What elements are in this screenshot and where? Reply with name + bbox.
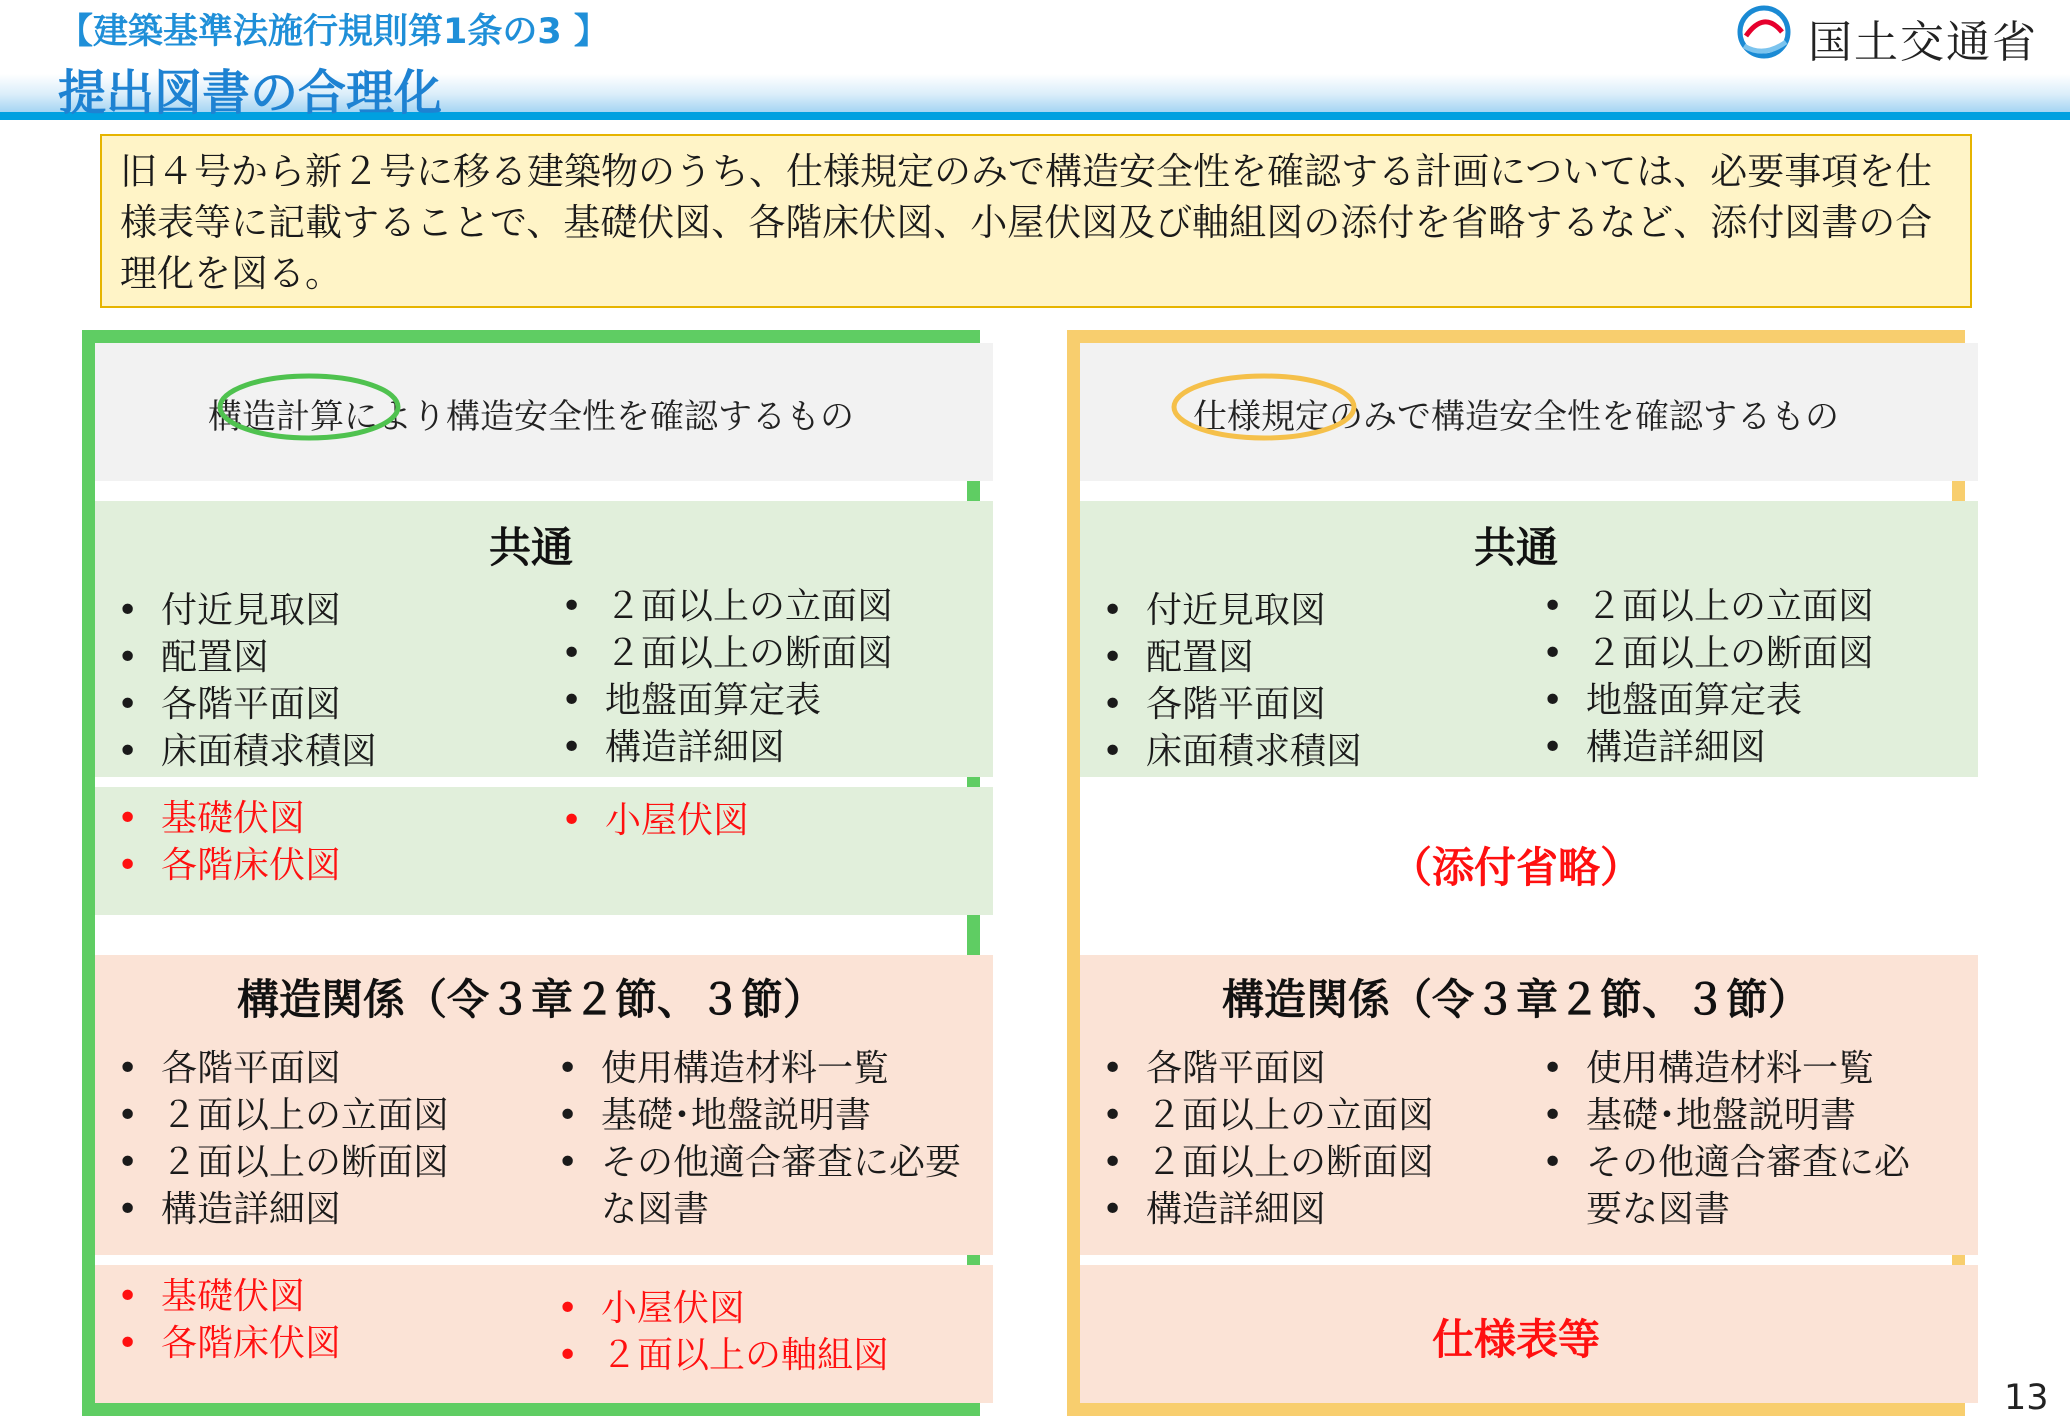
- right-common-list-2: [1530, 583, 1874, 771]
- specification-panel: [1067, 330, 1965, 1416]
- list-item: • 付近見取図: [105, 587, 377, 634]
- right-caption: 仕様規定のみで構造安全性を確認するもの: [1193, 397, 1839, 437]
- right-common-list-1: [1090, 587, 1362, 775]
- list-item: • 付近見取図: [1090, 587, 1362, 634]
- list-item: • 構造詳細図: [1530, 724, 1874, 771]
- ministry-name: 国土交通省: [1808, 17, 2038, 68]
- list-item: • その他適合審査に必: [1530, 1139, 1910, 1186]
- list-item: • 小屋伏図: [549, 797, 749, 844]
- list-item: • 配置図: [1090, 634, 1362, 681]
- page-title: 提出図書の合理化: [58, 65, 443, 121]
- left-common-heading: 共通: [488, 523, 573, 572]
- list-item: • 各階床伏図: [105, 1320, 341, 1367]
- list-item: • 床面積求積図: [1090, 728, 1362, 775]
- list-item: [1530, 1186, 1910, 1233]
- list-item: • 床面積求積図: [105, 728, 377, 775]
- right-structural-heading: 構造関係（令３章２節、３節）: [1221, 975, 1810, 1024]
- list-item: • 使用構造材料一覧: [1530, 1045, 1910, 1092]
- list-item: • ２面以上の立面図: [549, 583, 893, 630]
- list-item: • 基礎伏図: [105, 1273, 341, 1320]
- list-item: • 各階平面図: [105, 1045, 449, 1092]
- list-item: • 構造詳細図: [105, 1186, 449, 1233]
- list-item: • 構造詳細図: [549, 724, 893, 771]
- list-item: • 各階平面図: [1090, 1045, 1434, 1092]
- right-structural-list-2: [1530, 1045, 1910, 1233]
- list-item: • 使用構造材料一覧: [545, 1045, 961, 1092]
- list-item: • 各階床伏図: [105, 842, 341, 889]
- right-common-section: [1080, 501, 1978, 777]
- list-item: • 各階平面図: [1090, 681, 1362, 728]
- list-item-continuation: 要な図書: [1586, 1189, 1731, 1230]
- list-item-continuation: な図書: [601, 1189, 710, 1230]
- omitted-label: （添付省略）: [1389, 843, 1642, 892]
- list-item: [545, 1186, 961, 1233]
- left-caption-box: [95, 343, 993, 481]
- left-red-section-2: [95, 1265, 993, 1403]
- left-common-list-2: [549, 583, 893, 771]
- right-structural-list-1: [1090, 1045, 1434, 1233]
- list-item: • ２面以上の軸組図: [545, 1332, 889, 1379]
- list-item: • ２面以上の断面図: [1090, 1139, 1434, 1186]
- left-red-list-1a: [105, 795, 341, 889]
- right-spec-section: [1080, 1265, 1978, 1403]
- list-item: • ２面以上の断面図: [105, 1139, 449, 1186]
- list-item: • ２面以上の立面図: [1530, 583, 1874, 630]
- left-common-list-1: [105, 587, 377, 775]
- logo-mark: [1740, 8, 1788, 56]
- list-item: • 各階平面図: [105, 681, 377, 728]
- list-item: • 構造詳細図: [1090, 1186, 1434, 1233]
- right-omitted-section: [1080, 777, 1978, 955]
- list-item: • 基礎伏図: [105, 795, 341, 842]
- list-item: • 基礎･地盤説明書: [1530, 1092, 1910, 1139]
- list-item: • 地盤面算定表: [1530, 677, 1874, 724]
- left-structural-section: [95, 955, 993, 1255]
- left-structural-list-1: [105, 1045, 449, 1233]
- right-common-heading: 共通: [1473, 523, 1558, 572]
- page-number: 13: [2004, 1378, 2049, 1418]
- left-structural-list-2: [545, 1045, 961, 1233]
- list-item: • 配置図: [105, 634, 377, 681]
- list-item: • 小屋伏図: [545, 1285, 889, 1332]
- list-item: • ２面以上の立面図: [1090, 1092, 1434, 1139]
- left-red-list-2a: [105, 1273, 341, 1367]
- list-item: • 基礎･地盤説明書: [545, 1092, 961, 1139]
- left-structural-heading: 構造関係（令３章２節、３節）: [236, 975, 825, 1024]
- right-structural-section: [1080, 955, 1978, 1255]
- structural-calculation-panel: [82, 330, 980, 1416]
- list-item: • ２面以上の断面図: [1530, 630, 1874, 677]
- left-red-section-1: [95, 787, 993, 915]
- right-caption-box: [1080, 343, 1978, 481]
- subtitle: 【建築基準法施行規則第1条の3 】: [58, 12, 609, 52]
- left-red-list-1b: [549, 797, 749, 844]
- left-red-list-2b: [545, 1285, 889, 1379]
- list-item: • ２面以上の立面図: [105, 1092, 449, 1139]
- left-caption: 構造計算により構造安全性を確認するもの: [208, 397, 854, 437]
- list-item: • ２面以上の断面図: [549, 630, 893, 677]
- list-item: • その他適合審査に必要: [545, 1139, 961, 1186]
- spec-table-label: 仕様表等: [1431, 1315, 1600, 1364]
- intro-box: 旧４号から新２号に移る建築物のうち、仕様規定のみで構造安全性を確認する計画については、必要事項を仕様表等に記載することで、基礎伏図、各階床伏図、小屋伏図及び軸組図の添付を省略するなど、添付図書の合理化を図る。: [100, 134, 1972, 308]
- list-item: • 地盤面算定表: [549, 677, 893, 724]
- left-common-section: [95, 501, 993, 777]
